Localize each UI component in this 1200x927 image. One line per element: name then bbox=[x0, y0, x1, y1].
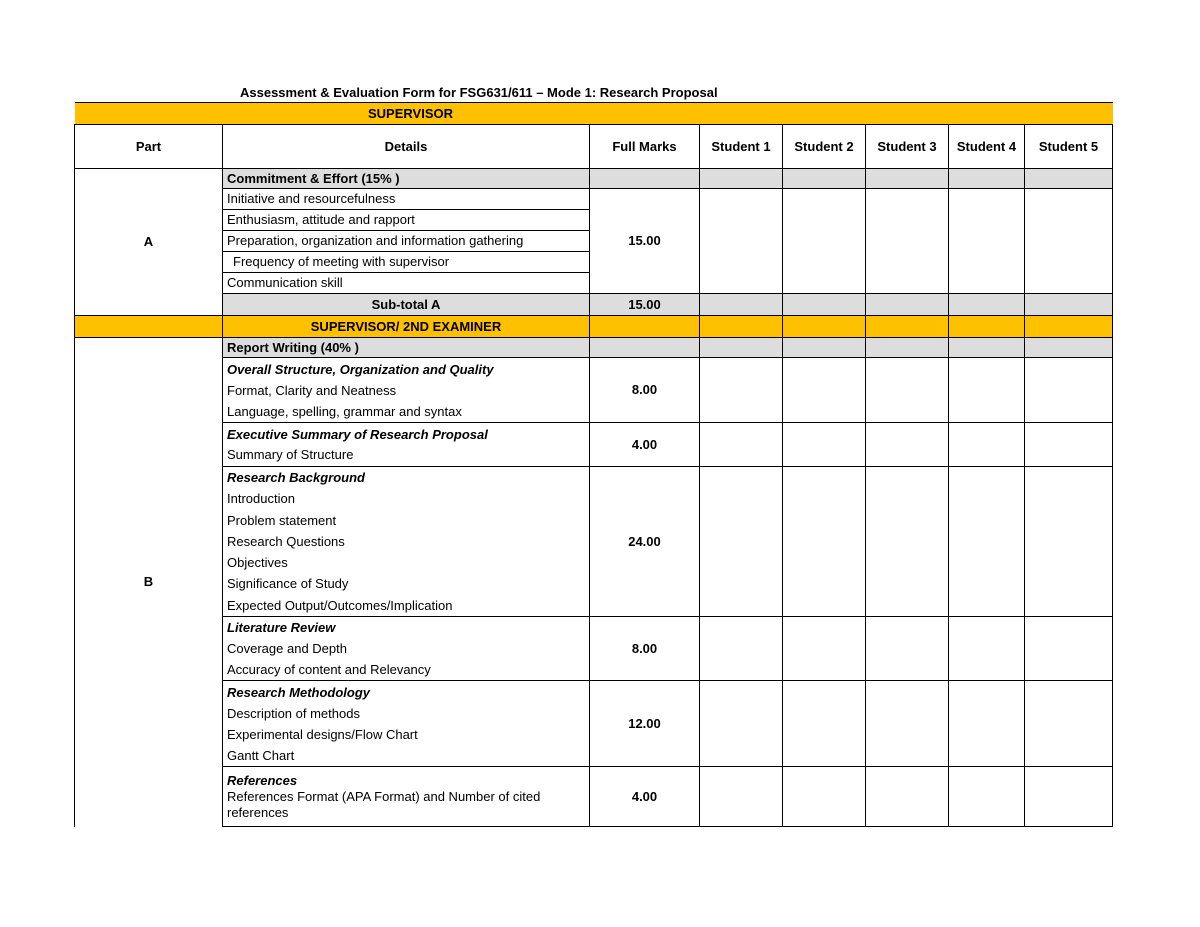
score-cell[interactable] bbox=[949, 617, 1025, 681]
group-line: Research Questions bbox=[227, 533, 345, 549]
score-cell[interactable] bbox=[866, 767, 949, 827]
score-cell[interactable] bbox=[783, 189, 866, 294]
group-line: Gantt Chart bbox=[227, 747, 295, 763]
score-cell[interactable] bbox=[1025, 294, 1113, 316]
score-cell[interactable] bbox=[1025, 681, 1113, 767]
group-line: Objectives bbox=[227, 555, 288, 571]
group-line: Language, spelling, grammar and syntax bbox=[227, 403, 462, 419]
score-cell[interactable] bbox=[700, 467, 783, 617]
score-cell[interactable] bbox=[1025, 169, 1113, 189]
supervisor-band-label: SUPERVISOR bbox=[368, 105, 454, 121]
score-cell[interactable] bbox=[949, 467, 1025, 617]
score-cell[interactable] bbox=[1025, 338, 1113, 358]
part-a-item: Preparation, organization and information gathering bbox=[223, 231, 590, 252]
group-marks: 4.00 bbox=[590, 423, 700, 467]
part-b-group bbox=[223, 467, 590, 617]
score-cell[interactable] bbox=[949, 767, 1025, 827]
col-student-3: Student 3 bbox=[866, 125, 949, 169]
group-line: Description of methods bbox=[227, 705, 360, 721]
group-heading: Overall Structure, Organization and Quality bbox=[227, 361, 494, 377]
col-student-5: Student 5 bbox=[1025, 125, 1113, 169]
part-b-group-row bbox=[75, 467, 1113, 617]
score-cell[interactable] bbox=[866, 169, 949, 189]
score-cell[interactable] bbox=[783, 338, 866, 358]
score-cell[interactable] bbox=[700, 681, 783, 767]
score-cell[interactable] bbox=[783, 169, 866, 189]
part-b-group-row bbox=[75, 681, 1113, 767]
score-cell[interactable] bbox=[866, 681, 949, 767]
group-marks: 12.00 bbox=[590, 681, 700, 767]
part-b-group-row bbox=[75, 423, 1113, 467]
supervisor-band-row bbox=[75, 103, 1113, 125]
score-cell[interactable] bbox=[866, 423, 949, 467]
score-cell[interactable] bbox=[783, 681, 866, 767]
col-part: Part bbox=[75, 125, 223, 169]
group-line: Format, Clarity and Neatness bbox=[227, 382, 397, 398]
part-b-group bbox=[223, 358, 590, 423]
score-cell[interactable] bbox=[783, 423, 866, 467]
subtotal-a-marks: 15.00 bbox=[590, 294, 700, 316]
part-a-section: Commitment & Effort (15% ) bbox=[223, 169, 590, 189]
score-cell[interactable] bbox=[949, 423, 1025, 467]
group-line: Significance of Study bbox=[227, 576, 349, 592]
score-cell[interactable] bbox=[783, 767, 866, 827]
part-a-item: Enthusiasm, attitude and rapport bbox=[223, 210, 590, 231]
score-cell[interactable] bbox=[866, 294, 949, 316]
subtotal-a-label: Sub-total A bbox=[223, 294, 590, 316]
score-cell[interactable] bbox=[783, 467, 866, 617]
group-marks: 4.00 bbox=[590, 767, 700, 827]
col-student-1: Student 1 bbox=[700, 125, 783, 169]
group-line: Expected Output/Outcomes/Implication bbox=[227, 597, 453, 613]
score-cell[interactable] bbox=[866, 617, 949, 681]
group-heading: Literature Review bbox=[227, 620, 336, 636]
part-a-item: Frequency of meeting with supervisor bbox=[223, 252, 590, 273]
part-a-item: Communication skill bbox=[223, 273, 590, 294]
score-cell[interactable] bbox=[866, 189, 949, 294]
group-marks: 8.00 bbox=[590, 617, 700, 681]
header-row bbox=[75, 125, 1113, 169]
score-cell[interactable] bbox=[700, 767, 783, 827]
score-cell[interactable] bbox=[949, 189, 1025, 294]
part-a-section-row bbox=[75, 169, 1113, 189]
score-cell[interactable] bbox=[783, 294, 866, 316]
part-b-group-row bbox=[75, 767, 1113, 827]
score-cell[interactable] bbox=[1025, 617, 1113, 681]
score-cell[interactable] bbox=[866, 338, 949, 358]
col-student-2: Student 2 bbox=[783, 125, 866, 169]
supervisor-band bbox=[75, 103, 1113, 125]
group-line: Introduction bbox=[227, 491, 295, 507]
group-marks: 8.00 bbox=[590, 358, 700, 423]
part-b-group bbox=[223, 423, 590, 467]
group-line: References Format (APA Format) and Number of cited references bbox=[227, 788, 541, 820]
assessment-table bbox=[74, 102, 1113, 827]
group-line: Experimental designs/Flow Chart bbox=[227, 726, 418, 742]
group-heading: Executive Summary of Research Proposal bbox=[227, 426, 488, 442]
examiner-band-row bbox=[75, 316, 1113, 338]
score-cell[interactable] bbox=[700, 617, 783, 681]
part-b-group-row bbox=[75, 617, 1113, 681]
score-cell[interactable] bbox=[1025, 767, 1113, 827]
score-cell[interactable] bbox=[1025, 358, 1113, 423]
part-a-marks: 15.00 bbox=[590, 189, 700, 294]
score-cell[interactable] bbox=[949, 681, 1025, 767]
score-cell[interactable] bbox=[783, 617, 866, 681]
score-cell[interactable] bbox=[1025, 423, 1113, 467]
part-b-group bbox=[223, 767, 590, 827]
part-b-label: B bbox=[75, 338, 223, 827]
part-b-group-row bbox=[75, 358, 1113, 423]
score-cell[interactable] bbox=[1025, 189, 1113, 294]
score-cell[interactable] bbox=[783, 358, 866, 423]
page-title: Assessment & Evaluation Form for FSG631/611 – Mode 1: Research Proposal bbox=[240, 85, 718, 100]
group-heading: Research Background bbox=[227, 470, 365, 485]
col-full-marks: Full Marks bbox=[590, 125, 700, 169]
score-cell[interactable] bbox=[949, 294, 1025, 316]
group-heading: References bbox=[227, 772, 298, 788]
score-cell[interactable] bbox=[700, 169, 783, 189]
group-line: Problem statement bbox=[227, 512, 337, 528]
group-line: Coverage and Depth bbox=[227, 641, 347, 657]
part-b-section: Report Writing (40% ) bbox=[223, 338, 590, 358]
score-cell[interactable] bbox=[700, 358, 783, 423]
score-cell[interactable] bbox=[949, 338, 1025, 358]
score-cell[interactable] bbox=[700, 338, 783, 358]
group-line: Accuracy of content and Relevancy bbox=[227, 662, 431, 678]
score-cell[interactable] bbox=[700, 189, 783, 294]
score-cell[interactable] bbox=[700, 423, 783, 467]
score-cell[interactable] bbox=[949, 358, 1025, 423]
subtotal-a-row bbox=[75, 294, 1113, 316]
score-cell[interactable] bbox=[866, 467, 949, 617]
group-heading: Research Methodology bbox=[227, 684, 371, 700]
part-b-group bbox=[223, 681, 590, 767]
part-b-group bbox=[223, 617, 590, 681]
col-details: Details bbox=[223, 125, 590, 169]
part-a-label: A bbox=[75, 169, 223, 316]
group-line: Summary of Structure bbox=[227, 446, 354, 462]
score-cell[interactable] bbox=[1025, 467, 1113, 617]
score-cell[interactable] bbox=[949, 169, 1025, 189]
group-marks: 24.00 bbox=[590, 467, 700, 617]
part-a-item: Initiative and resourcefulness bbox=[223, 189, 590, 210]
part-a-item-row bbox=[75, 189, 1113, 210]
part-b-section-row bbox=[75, 338, 1113, 358]
score-cell[interactable] bbox=[866, 358, 949, 423]
score-cell[interactable] bbox=[700, 294, 783, 316]
examiner-band: SUPERVISOR/ 2ND EXAMINER bbox=[223, 316, 590, 338]
col-student-4: Student 4 bbox=[949, 125, 1025, 169]
